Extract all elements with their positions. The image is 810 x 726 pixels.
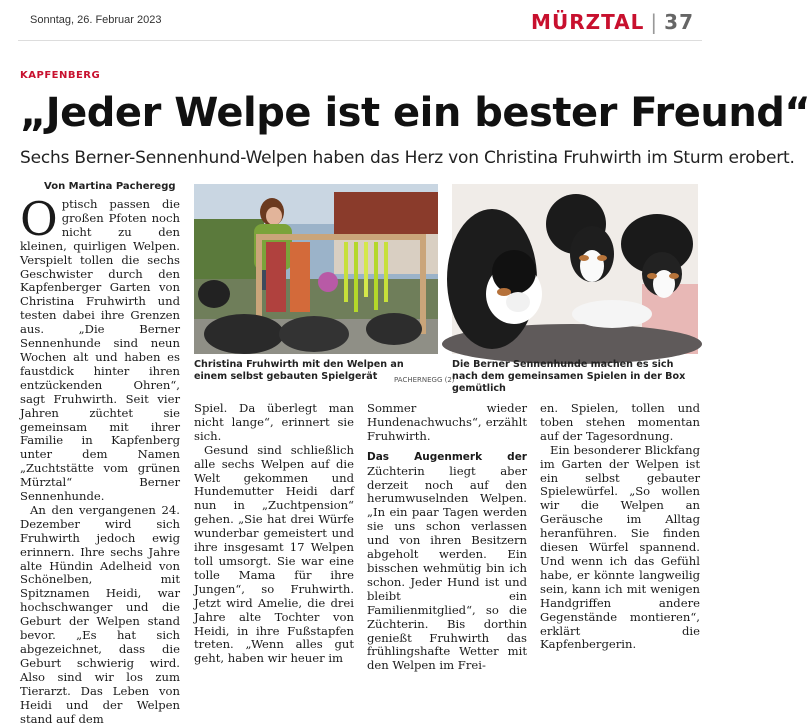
masthead-divider: | — [650, 10, 659, 34]
photo-breeder-with-puppies — [194, 184, 438, 354]
paragraph-subhead: Das Augenmerk der — [367, 450, 527, 463]
article-headline: „Jeder Welpe ist ein bester Freund“ — [20, 90, 810, 136]
section-masthead — [531, 10, 694, 34]
paragraph: Ein besonderer Blickfang im Garten der Welpen ist ein selbst gebauter Spielewürfel. „So wollen wir die Welpen an Geräusche im Alltag heranführen. Sie finden diesen Würfel spannend. Und wenn ich das Gefühl habe, er könnte langweilig sein, kann ich mit wenigen Handgriffen andere Gegenstände montieren“, erklärt die Kapfenbergerin. — [540, 442, 700, 652]
paragraph: Spiel. Da überlegt man nicht lange“, erinnert sie sich. — [194, 401, 354, 443]
paragraph: An den vergangenen 24. Dezember wird sich Fruhwirth jedoch ewig erinnern. Ihre sechs Jahre alte Hündin Adelheid von Schönelben, mit Spitznamen Heidi, war hochschwanger und die Geburt der Welpen stand bevor. „Es hat sich abgezeichnet, dass die Geburt schwierig wird. Also sind wir los zum Tierarzt. Das Leben von Heidi und der Welpen stand auf dem — [20, 502, 180, 726]
photo-puppies-in-box — [452, 184, 698, 354]
section-name: MÜRZTAL — [531, 10, 645, 34]
paragraph — [367, 450, 527, 674]
photo-breeder-illustration — [194, 184, 438, 354]
photo-credit: PACHERNEGG (2) — [394, 376, 455, 384]
header-rule — [18, 40, 702, 41]
article-subhead: Sechs Berner-Sennenhund-Welpen haben das Herz von Christina Fruhwirth im Sturm erobert. — [20, 148, 795, 168]
issue-date: Sonntag, 26. Februar 2023 — [30, 14, 162, 26]
photo-caption: Christina Fruhwirth mit den Welpen an einem selbst gebauten Spielgerät — [194, 359, 404, 382]
paragraph: en. Spielen, tollen und toben stehen momentan auf der Tagesordnung. — [540, 401, 700, 443]
text-column-4 — [540, 402, 700, 652]
text-column-1 — [20, 192, 180, 726]
article-kicker: KAPFENBERG — [20, 70, 101, 81]
paragraph-text: Züchterin liegt aber derzeit noch auf den herumwuselnden Welpen. „In ein paar Tagen werden sie uns schon verlassen und von ihren Besitzern abgeholt werden. Ein bisschen wehmütig bin ich schon. Jeder Hund ist und bleibt ein Familienmitglied“, so die Züchterin. Bis dorthin genießt Fruhwirth das frühlingshafte Wetter mit den Welpen im Frei- — [367, 463, 527, 673]
drop-cap: O — [20, 192, 58, 246]
paragraph: Sommer wieder Hundenachwuchs“, erzählt Fruhwirth. — [367, 401, 527, 443]
text-column-2 — [194, 402, 354, 666]
paragraph: ptisch passen die großen Pfoten noch nicht zu den kleinen, quirligen Welpen. Verspielt tollen die sechs Geschwister durch den Kapfenberger Garten von Christina Fruhwirth und testen dabei ihre Grenzen aus. „Die Berner Sennenhunde sind neun Wochen alt und haben es faustdick hinter ihren entzückenden Ohren“, sagt Fruhwirth. Seit vier Jahren züchtet sie gemeinsam mit ihrer Familie in Kapfenberg unter dem Namen „Zuchtstätte vom grünen Mürztal“ Berner Sennenhunde. — [20, 197, 180, 504]
page-number: 37 — [664, 10, 694, 34]
text-column-3 — [367, 402, 527, 673]
photo-caption: Die Berner Sennenhunde machen es sich nach dem gemeinsamen Spielen in der Box gemütlich — [452, 359, 686, 394]
article-byline: Von Martina Pacheregg — [44, 181, 176, 192]
photo-puppies-illustration — [452, 184, 698, 354]
paragraph: Gesund sind schließlich alle sechs Welpen auf die Welt gekommen und Hundemutter Heidi darf nun in „Zuchtpension“ gehen. „Sie hat drei Würfe wunderbar gemeistert und ihre insgesamt 17 Welpen toll umsorgt. Sie war eine tolle Mama für ihre Jungen“, so Fruhwirth. Jetzt wird Amelie, die drei Jahre alte Tochter von Heidi, in ihre Fußstapfen treten. „Wenn alles gut geht, haben wir heuer im — [194, 442, 354, 666]
